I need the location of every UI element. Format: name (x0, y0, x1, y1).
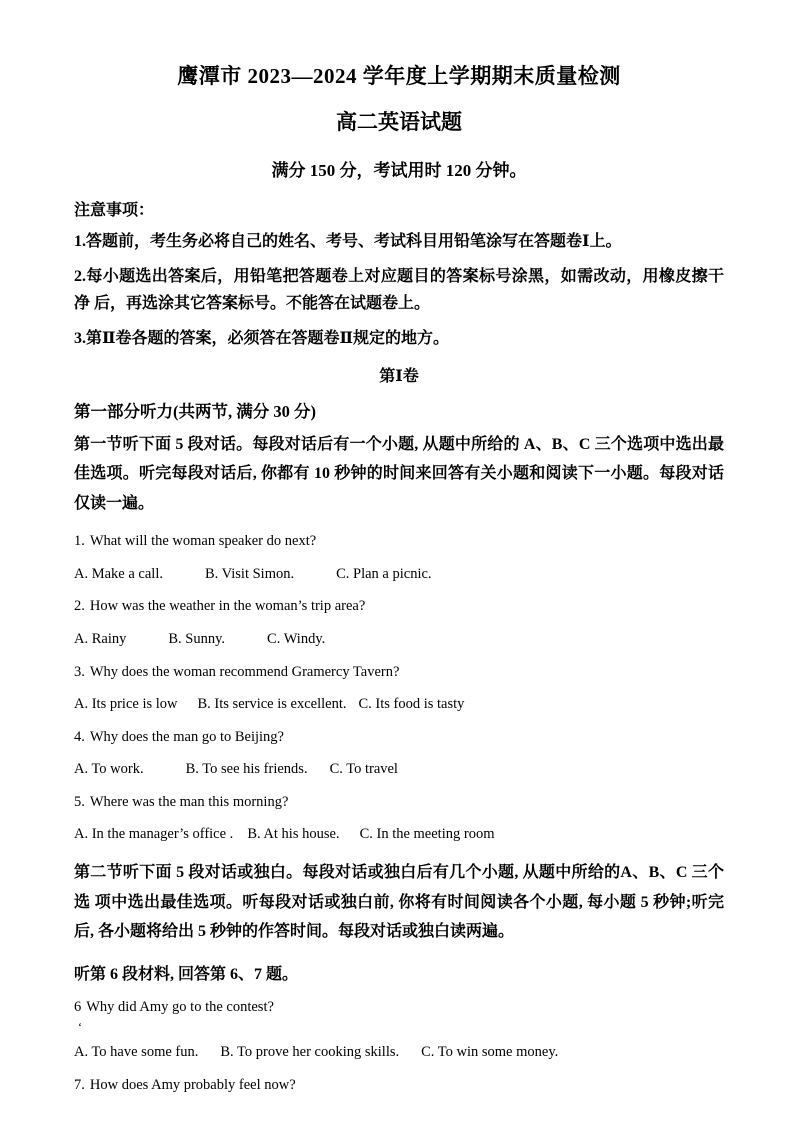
question-number: 4. (74, 728, 85, 745)
question-text: How does Amy probably feel now? (89, 1076, 296, 1093)
question-2 (74, 597, 724, 617)
question-3-options (74, 695, 724, 715)
option-c: C. Its food is tasty (358, 696, 465, 713)
option-b: B. Visit Simon. (204, 565, 295, 582)
question-6 (74, 998, 724, 1018)
question-number: 5. (74, 793, 85, 810)
section1-intro: 第一节听下面 5 段对话。每段对话后有一个小题, 从题中所给的 A、B、C 三个选项中选出最佳选项。听完每段对话后, 你都有 10 秒钟的时间来回答有关小题和阅读下一小题。每段对话仅读一遍。 (74, 435, 724, 512)
option-a: A. Its price is low (74, 696, 178, 713)
option-c: C. Windy. (267, 631, 326, 648)
option-c: C. To win some money. (421, 1044, 559, 1061)
question-7 (74, 1076, 724, 1096)
option-c: C. In the meeting room (359, 826, 495, 843)
question-number: 3. (74, 663, 85, 680)
question-number: 1. (74, 533, 85, 550)
material-note: 听第 6 段材料, 回答第 6、7 题。 (74, 965, 299, 983)
notice-heading: 注意事项： (74, 202, 155, 219)
option-a: A. To work. (74, 761, 144, 778)
question-number: 2. (74, 598, 85, 615)
question-text: How was the weather in the woman’s trip area? (89, 598, 366, 615)
notice-item-1: 1.答题前，考生务必将自己的姓名、考号、考试科目用铅笔涂写在答题卷Ⅰ上。 (74, 233, 622, 250)
option-a: A. Rainy (74, 631, 127, 648)
question-5 (74, 793, 724, 813)
part1-heading: 第一部分听力(共两节, 满分 30 分) (74, 401, 316, 421)
notice-item-3: 3.第Ⅱ卷各题的答案，必须答在答题卷Ⅱ规定的地方。 (74, 330, 449, 348)
question-1-options (74, 565, 724, 585)
option-c: C. Plan a picnic. (336, 565, 432, 582)
section2-intro: 第二节听下面 5 段对话或独白。每段对话或独白后有几个小题, 从题中所给的A、B、C 三个选 项中选出最佳选项。听每段对话或独白前, 你将有时间阅读各个小题, 每小题 5 秒钟;听完 后, 各小题将给出 5 秒钟的作答时间。每段对话或独白读两遍。 (74, 863, 724, 941)
question-4-options (74, 760, 724, 780)
exam-meta: 满分 150 分，考试用时 120 分钟。 (271, 161, 527, 180)
question-2-options (74, 630, 724, 650)
question-text: Why does the woman recommend Gramercy Tavern? (89, 663, 400, 680)
question-number: 6 (74, 998, 82, 1015)
notice-item-2: 2.每小题选出答案后，用铅笔把答题卷上对应题目的答案标号涂黑，如需改动，用橡皮擦干净 后，再选涂其它答案标号。不能答在试题卷上。 (74, 268, 724, 312)
doc-title: 鹰潭市 2023—2024 学年度上学期期末质量检测 (177, 64, 621, 88)
question-6-options (74, 1043, 724, 1063)
option-a: A. Make a call. (74, 565, 163, 582)
option-a: A. To have some fun. (74, 1044, 199, 1061)
option-b: B. Its service is excellent. (197, 696, 347, 713)
question-3 (74, 663, 724, 683)
question-text: Where was the man this morning? (89, 793, 289, 810)
question-1 (74, 532, 724, 552)
question-text: What will the woman speaker do next? (89, 533, 317, 550)
option-c: C. To travel (329, 761, 398, 778)
question-4 (74, 728, 724, 748)
stray-mark: ‘ (78, 1020, 82, 1035)
question-text: Why did Amy go to the contest? (86, 998, 274, 1015)
question-5-options (74, 825, 724, 845)
option-a: A. In the manager’s office . (74, 826, 234, 843)
question-number: 7. (74, 1076, 85, 1093)
doc-subtitle: 高二英语试题 (336, 110, 462, 134)
option-b: B. To see his friends. (185, 761, 308, 778)
option-b: B. To prove her cooking skills. (220, 1044, 400, 1061)
option-b: B. At his house. (247, 826, 340, 843)
volume-label: 第Ⅰ卷 (379, 367, 419, 385)
option-b: B. Sunny. (168, 631, 226, 648)
question-text: Why does the man go to Beijing? (89, 728, 284, 745)
